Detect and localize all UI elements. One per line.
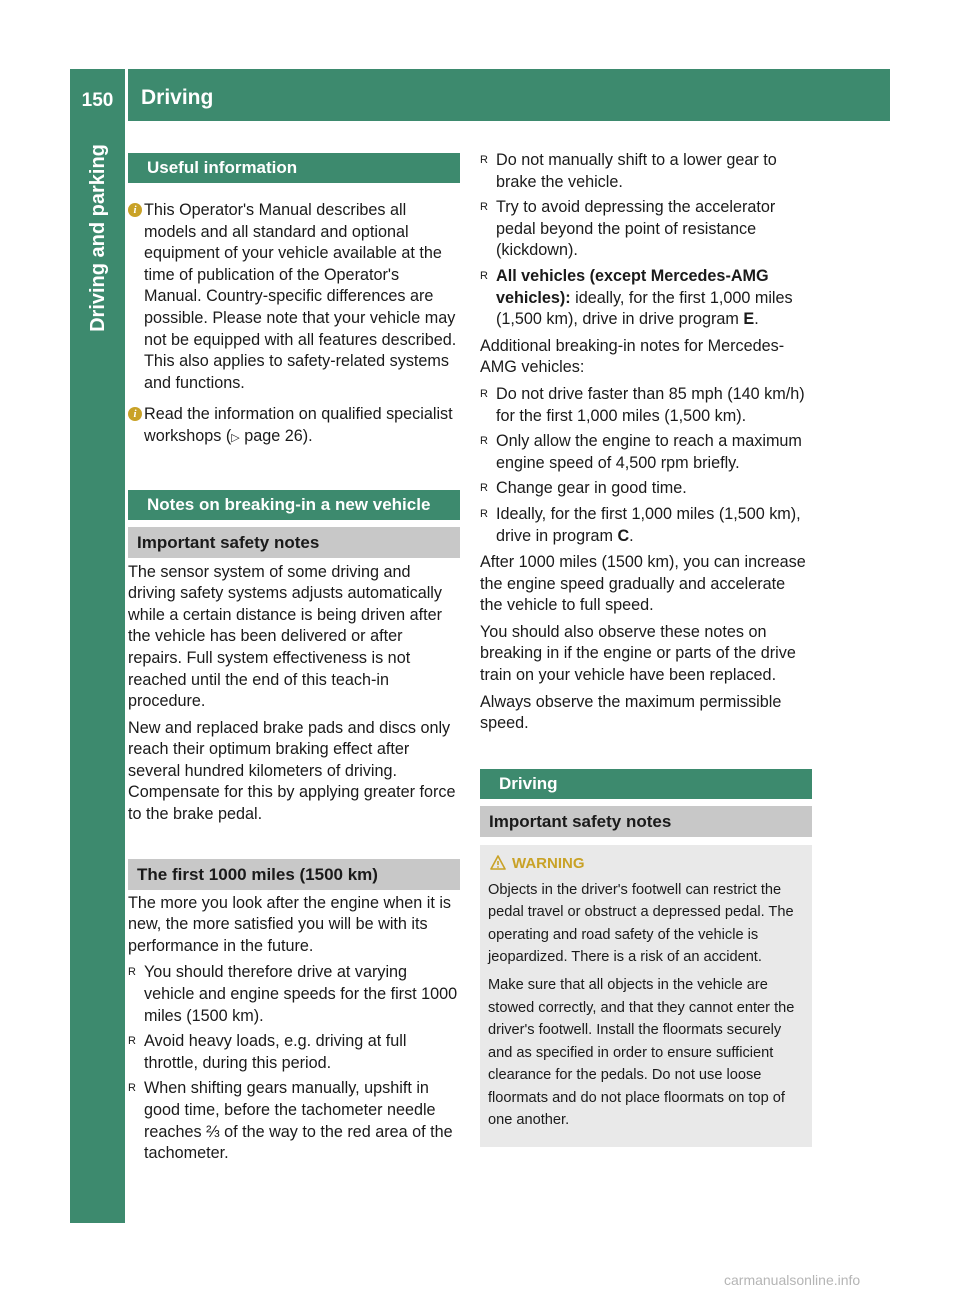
list-item: R Only allow the engine to reach a maximum engine speed of 4,500 rpm briefly. (480, 432, 802, 472)
bullet-icon: R (480, 387, 488, 400)
warning-action-paragraph: Make sure that all objects in the vehicle are stowed correctly, and that they cannot enter the driver's footwell. Install the floormats securely and as specified in order to ensure sufficient clearance for the pedals. Do not use loose floormats and do not place floormats on top of one another. (488, 977, 795, 1128)
warning-triangle-icon (490, 855, 506, 871)
info-note-1-text: This Operator's Manual describes all models and all standard and optional equipment of your vehicle available at the time of publication of the Operator's Manual. Country-specific differences are possible. Please note that your vehicle may not be equipped with all features described. This also applies to safety-related systems and functions. (144, 201, 457, 392)
amg-notes-intro: Additional breaking-in notes for Mercedes-AMG vehicles: (480, 336, 785, 377)
right-column (480, 150, 812, 1147)
list-item: R When shifting gears manually, upshift in good time, before the tachometer needle reaches ⅔ of the way to the red area of the tachometer. (128, 1079, 453, 1163)
engine-care-paragraph: The more you look after the engine when it is new, the more satisfied you will be with its performance in the future. (128, 893, 452, 955)
bullet-icon: R (480, 154, 488, 166)
bullet-icon: R (480, 269, 488, 282)
drive-program-e: E (743, 310, 755, 329)
breaking-in-heading: Notes on breaking-in a new vehicle (128, 490, 460, 520)
list-item: R All vehicles (except Mercedes-AMG vehicles): ideally, for the first 1,000 miles (1,500 km), drive in drive program E. (480, 266, 793, 329)
page-number: 150 (81, 90, 114, 111)
info-icon: i (128, 407, 142, 421)
info-note-1 (128, 200, 460, 394)
list-item: R Try to avoid depressing the accelerator pedal beyond the point of resistance (kickdown). (480, 198, 776, 260)
bullet-icon: R (480, 507, 488, 520)
driving-heading: Driving (480, 769, 812, 799)
info-note-2-text: Read the information on qualified specialist workshops ( (144, 405, 453, 445)
chapter-title: Driving (141, 86, 214, 109)
bullet-icon: R (480, 201, 488, 214)
bullet-icon: R (480, 435, 488, 448)
watermark: carmanualsonline.info (724, 1272, 861, 1288)
list-item: R Avoid heavy loads, e.g. driving at full throttle, during this period. (128, 1032, 407, 1072)
warning-box (480, 845, 812, 1147)
list-item: R Do not manually shift to a lower gear to brake the vehicle. (480, 151, 777, 191)
info-icon: i (128, 203, 142, 217)
safety-notes-heading: Important safety notes (128, 527, 460, 558)
bullet-icon: R (128, 966, 136, 979)
replaced-parts-paragraph: You should also observe these notes on breaking in if the engine or parts of the drive train on your vehicle have been replaced. (480, 622, 796, 685)
list-item: R Do not drive faster than 85 mph (140 km/h) for the first 1,000 miles (1,500 km). (480, 384, 805, 425)
page-ref-link[interactable]: page 26). (239, 426, 313, 445)
warning-title: WARNING (488, 853, 804, 875)
bullet-icon: R (480, 482, 488, 495)
first-miles-heading: The first 1000 miles (1500 km) (128, 859, 460, 890)
max-speed-paragraph: Always observe the maximum permissible speed. (480, 692, 782, 733)
drive-program-c: C (617, 526, 630, 545)
amg-list (480, 384, 812, 547)
warning-risk-paragraph: Objects in the driver's footwell can restrict the pedal travel or obstruct a depressed pedal. The operating and road safety of the vehicle is jeopardized. There is a risk of an accident. (488, 881, 794, 966)
header-divider (125, 69, 128, 121)
amg-exception-label: All vehicles (except Mercedes-AMG vehicles): (496, 266, 769, 307)
breaking-in-list (128, 962, 460, 1164)
brake-pads-paragraph: New and replaced brake pads and discs only reach their optimum braking effect after several hundred kilometers of driving. Compensate for this by applying greater force to the brake pedal. (128, 718, 456, 824)
list-item: R Ideally, for the first 1,000 miles (1,500 km), drive in program C. (480, 504, 801, 545)
info-note-2 (128, 404, 460, 449)
list-item: R Change gear in good time. (480, 478, 812, 500)
sensor-paragraph: The sensor system of some driving and driving safety systems adjusts automatically while a certain distance is being driven after the vehicle has been delivered or after repairs. Full system effectiveness is not reached until the end of this teach-in procedure. (128, 562, 443, 711)
left-column (128, 150, 460, 1170)
after-breaking-in-paragraph: After 1000 miles (1500 km), you can increase the engine speed gradually and accelerate the vehicle to full speed. (480, 553, 806, 615)
useful-info-heading: Useful information (128, 153, 460, 183)
bullet-icon: R (128, 1035, 136, 1048)
bullet-icon: R (128, 1082, 136, 1095)
list-item: R You should therefore drive at varying vehicle and engine speeds for the first 1000 miles (1500 km). (128, 963, 458, 1025)
driving-safety-heading: Important safety notes (480, 806, 812, 837)
gear-list (480, 150, 812, 331)
sidebar-label: Driving and parking (87, 144, 109, 332)
page-ref-arrow-icon: ▷ (231, 431, 240, 444)
